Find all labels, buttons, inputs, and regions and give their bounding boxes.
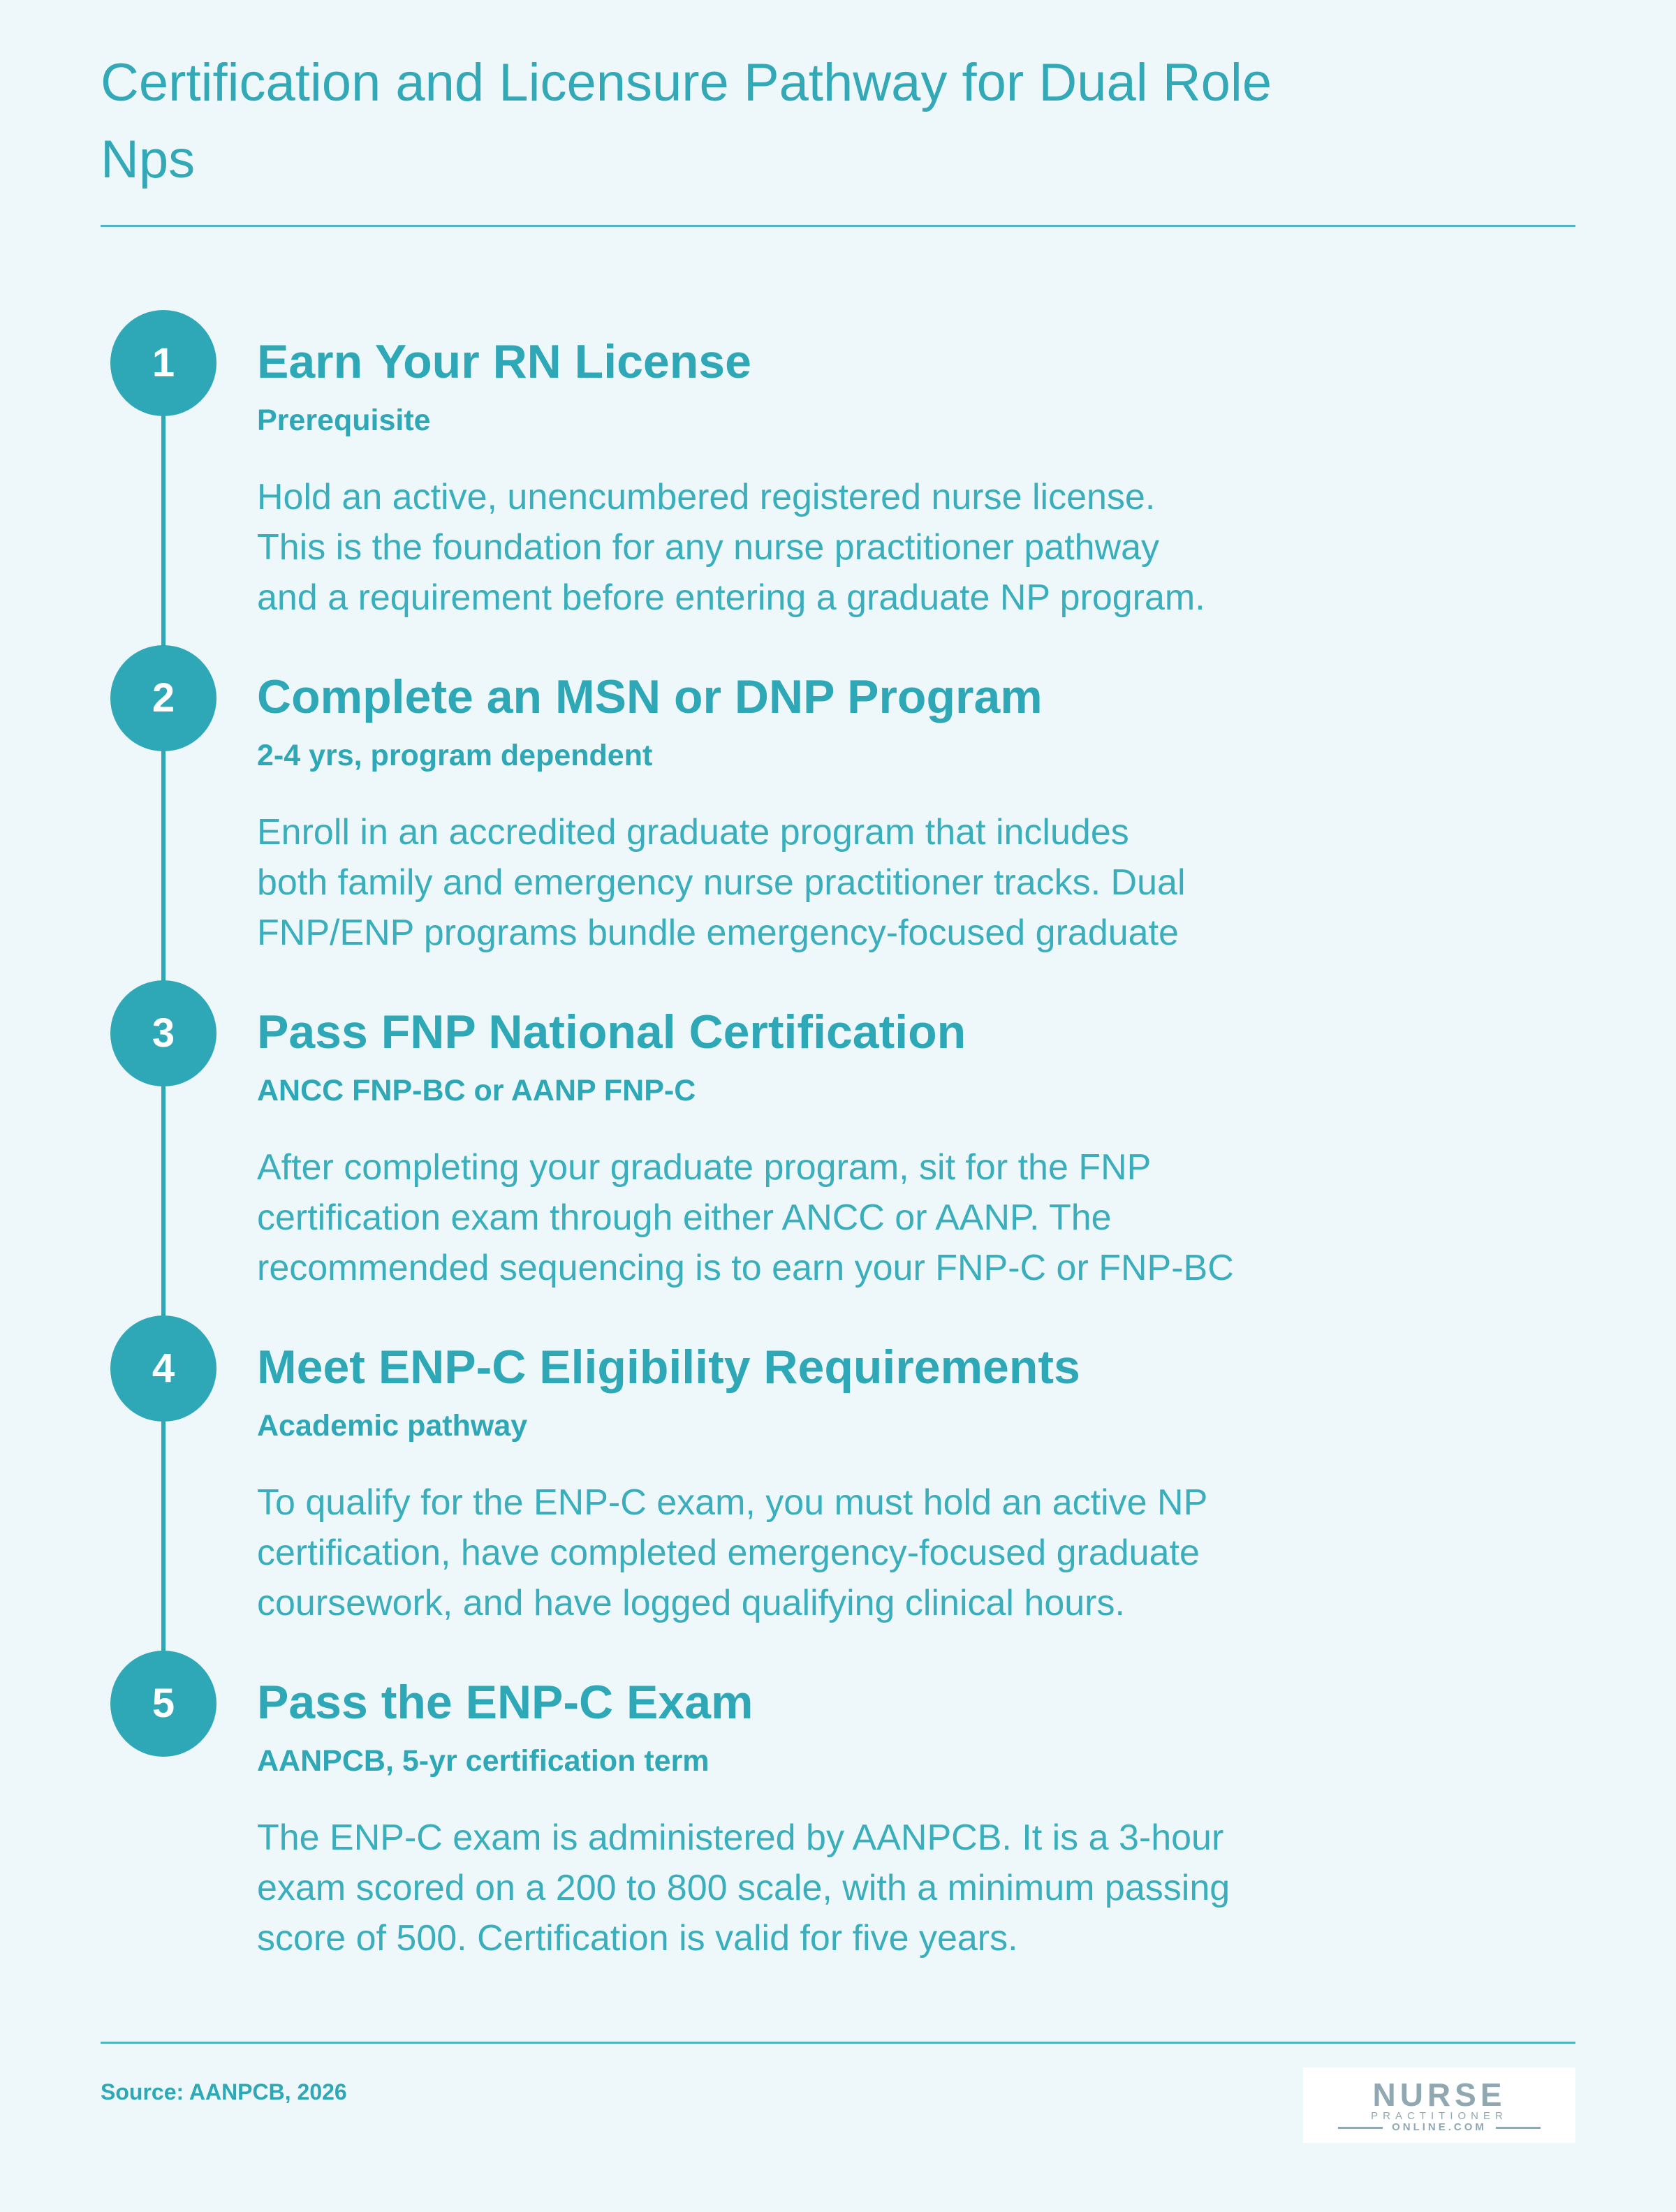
step-title: Pass the ENP-C Exam [257, 1676, 754, 1729]
step-description-line: recommended sequencing is to earn your FNP-C or FNP-BC [257, 1248, 1234, 1288]
step-description-line: coursework, and have logged qualifying clinical hours. [257, 1583, 1125, 1623]
step-subtitle: 2-4 yrs, program dependent [257, 739, 653, 772]
logo-tagline-online: ONLINE.COM [1392, 2121, 1487, 2133]
step-subtitle: Academic pathway [257, 1409, 528, 1443]
top-divider [101, 225, 1575, 227]
logo-tagline-practitioner: PRACTITIONER [1371, 2110, 1508, 2122]
step-subtitle: ANCC FNP-BC or AANP FNP-C [257, 1074, 696, 1107]
step-description-line: Hold an active, unencumbered registered nurse license. [257, 477, 1156, 517]
step-description [257, 472, 1346, 623]
step-description [257, 807, 1346, 958]
step-description-line: certification, have completed emergency-focused graduate [257, 1533, 1200, 1573]
step-number-badge: 3 [110, 980, 216, 1086]
step-description-line: After completing your graduate program, sit for the FNP [257, 1147, 1152, 1188]
step-description-line: certification exam through either ANCC or AANP. The [257, 1197, 1112, 1238]
step-description-line: both family and emergency nurse practitioner tracks. Dual [257, 862, 1186, 903]
step-title: Earn Your RN License [257, 335, 751, 388]
step-title: Complete an MSN or DNP Program [257, 670, 1043, 723]
step-description-line: The ENP-C exam is administered by AANPCB. It is a 3-hour [257, 1817, 1224, 1858]
step-description-line: This is the foundation for any nurse practitioner pathway [257, 527, 1160, 568]
logo-rule-right [1496, 2127, 1541, 2129]
step-number-badge: 5 [110, 1651, 216, 1757]
step-description [257, 1477, 1346, 1628]
step-subtitle: Prerequisite [257, 404, 431, 437]
nurse-practitioner-online-logo[interactable] [1303, 2067, 1575, 2143]
step-description-line: exam scored on a 200 to 800 scale, with a minimum passing [257, 1868, 1230, 1908]
step-description-line: Enroll in an accredited graduate program that includes [257, 812, 1129, 853]
step-subtitle: AANPCB, 5-yr certification term [257, 1744, 710, 1778]
logo-wordmark: NURSE [1372, 2077, 1506, 2113]
bottom-divider [101, 2042, 1575, 2044]
step-description-line: To qualify for the ENP-C exam, you must hold an active NP [257, 1482, 1208, 1523]
step-title: Pass FNP National Certification [257, 1005, 966, 1059]
step-number-badge: 2 [110, 645, 216, 751]
source-note: Source: AANPCB, 2026 [101, 2079, 347, 2104]
step-title: Meet ENP-C Eligibility Requirements [257, 1341, 1080, 1394]
step-number-badge: 1 [110, 310, 216, 416]
step-description-line: and a requirement before entering a graduate NP program. [257, 577, 1205, 618]
step-description [257, 1142, 1346, 1293]
step-number-badge: 4 [110, 1315, 216, 1422]
step-description-line: FNP/ENP programs bundle emergency-focused graduate [257, 913, 1179, 953]
page-title: Certification and Licensure Pathway for Dual Role Nps [101, 53, 1272, 189]
step-description-line: score of 500. Certification is valid for five years. [257, 1918, 1018, 1959]
step-description [257, 1813, 1346, 1963]
